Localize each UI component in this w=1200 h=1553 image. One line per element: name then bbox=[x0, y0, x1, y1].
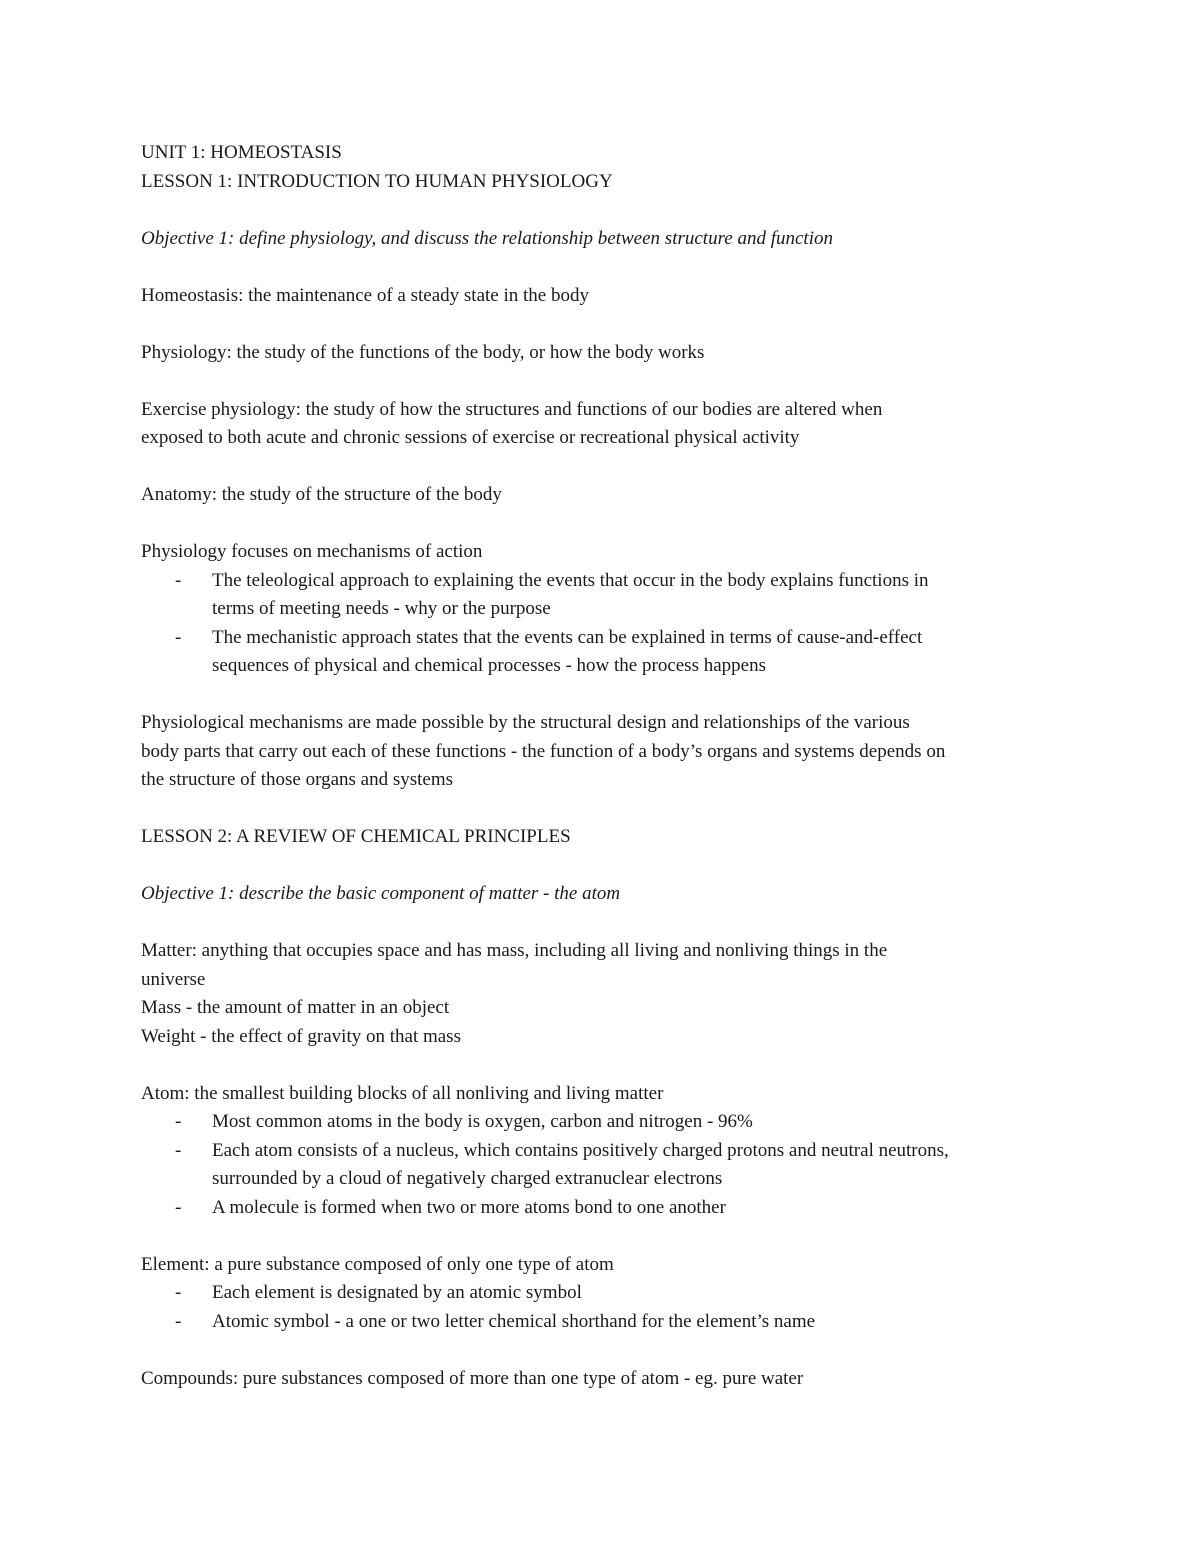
mechanisms-list bbox=[141, 567, 1061, 681]
bullet-dash: - bbox=[175, 1111, 182, 1132]
structure-line-2: body parts that carry out each of these functions - the function of a body’s organs and systems depends on bbox=[141, 740, 946, 762]
physiology-definition: Physiology: the study of the functions of the body, or how the body works bbox=[141, 341, 705, 363]
list-item-line-1: A molecule is formed when two or more atoms bond to one another bbox=[212, 1196, 726, 1218]
matter-line-1: Matter: anything that occupies space and has mass, including all living and nonliving things in the bbox=[141, 940, 888, 961]
bullet-dash: - bbox=[175, 1282, 182, 1303]
bullet-dash: - bbox=[175, 1310, 182, 1332]
exercise-line-2: exposed to both acute and chronic sessions of exercise or recreational physical activity bbox=[141, 427, 800, 448]
list-item-line-2: terms of meeting needs - why or the purpose bbox=[212, 598, 551, 619]
structure-line-1: Physiological mechanisms are made possible by the structural design and relationships of the various bbox=[141, 712, 910, 733]
list-item-line-1: Atomic symbol - a one or two letter chemical shorthand for the element’s name bbox=[212, 1310, 816, 1332]
atom-list bbox=[141, 1108, 1061, 1222]
atom-heading: Atom: the smallest building blocks of all nonliving and living matter bbox=[141, 1082, 664, 1104]
mass-definition: Mass - the amount of matter in an object bbox=[141, 997, 450, 1018]
lesson-1-objective: Objective 1: define physiology, and discuss the relationship between structure and function bbox=[141, 227, 833, 249]
bullet-dash: - bbox=[175, 626, 182, 648]
list-item bbox=[141, 1137, 1061, 1194]
unit-title: UNIT 1: HOMEOSTASIS bbox=[141, 142, 342, 163]
structure-line-3: the structure of those organs and systems bbox=[141, 769, 454, 790]
lesson-2-objective: Objective 1: describe the basic component of matter - the atom bbox=[141, 883, 621, 904]
list-item-line-1: Each element is designated by an atomic symbol bbox=[212, 1282, 582, 1303]
list-item-line-1: The teleological approach to explaining the events that occur in the body explains functions in bbox=[212, 569, 929, 591]
anatomy-definition: Anatomy: the study of the structure of the body bbox=[141, 484, 502, 505]
mechanisms-heading: Physiology focuses on mechanisms of action bbox=[141, 541, 483, 562]
matter-definition bbox=[141, 937, 1061, 994]
bullet-dash: - bbox=[175, 1196, 182, 1218]
list-item-line-1: The mechanistic approach states that the events can be explained in terms of cause-and-effect bbox=[212, 626, 923, 648]
exercise-physiology-definition bbox=[141, 396, 1061, 453]
lesson-1-title: LESSON 1: INTRODUCTION TO HUMAN PHYSIOLOGY bbox=[141, 170, 613, 192]
document-page bbox=[141, 139, 1061, 1393]
element-list bbox=[141, 1279, 1061, 1336]
list-item bbox=[141, 1279, 1061, 1308]
structure-function-paragraph bbox=[141, 709, 1061, 795]
matter-line-2: universe bbox=[141, 968, 206, 990]
list-item-line-2: surrounded by a cloud of negatively charged extranuclear electrons bbox=[212, 1168, 723, 1189]
bullet-dash: - bbox=[175, 569, 182, 591]
element-heading: Element: a pure substance composed of only one type of atom bbox=[141, 1253, 614, 1275]
list-item bbox=[141, 1308, 1061, 1337]
list-item-line-1: Most common atoms in the body is oxygen, carbon and nitrogen - 96% bbox=[212, 1111, 753, 1132]
homeostasis-definition: Homeostasis: the maintenance of a steady state in the body bbox=[141, 284, 589, 306]
list-item-line-2: sequences of physical and chemical processes - how the process happens bbox=[212, 655, 766, 676]
bullet-dash: - bbox=[175, 1139, 182, 1161]
list-item bbox=[141, 1194, 1061, 1223]
weight-definition: Weight - the effect of gravity on that mass bbox=[141, 1025, 461, 1047]
list-item bbox=[141, 624, 1061, 681]
lesson-2-title: LESSON 2: A REVIEW OF CHEMICAL PRINCIPLES bbox=[141, 826, 571, 847]
list-item bbox=[141, 1108, 1061, 1137]
compounds-definition: Compounds: pure substances composed of more than one type of atom - eg. pure water bbox=[141, 1367, 804, 1389]
list-item-line-1: Each atom consists of a nucleus, which contains positively charged protons and neutral neutrons, bbox=[212, 1139, 949, 1161]
list-item bbox=[141, 567, 1061, 624]
exercise-line-1: Exercise physiology: the study of how the structures and functions of our bodies are altered when bbox=[141, 398, 883, 420]
